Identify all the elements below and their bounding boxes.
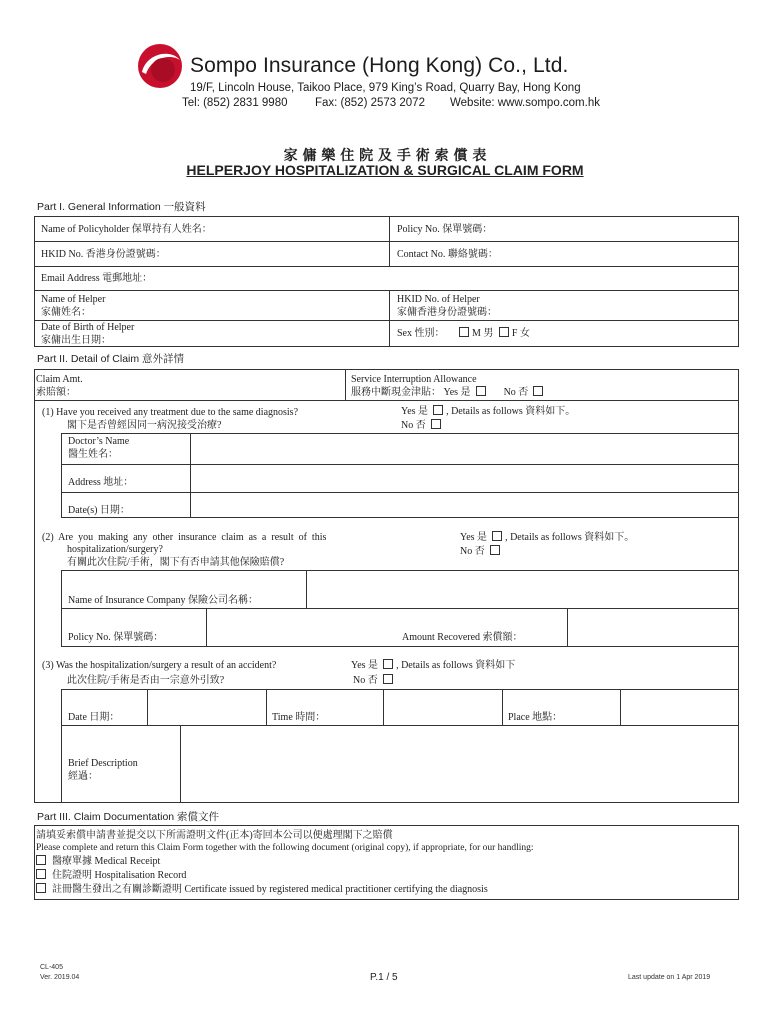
form-code: CL-405 xyxy=(40,964,63,971)
doctor-name-label-zh: 醫生姓名： xyxy=(68,449,118,460)
doc-diagnosis-certificate-label: 註冊醫生發出之有關診斷證明 Certificate issued by registered medical practitioner certifying the diagnosis xyxy=(52,884,488,895)
service-interruption-field xyxy=(351,386,546,399)
helper-name-label-en: Name of Helper xyxy=(41,294,106,305)
form-version: Ver. 2019.04 xyxy=(40,974,80,981)
service-interruption-label-zh: 服務中斷現金津貼： xyxy=(351,387,441,398)
part2-heading: Part II. Detail of Claim 意外詳情 xyxy=(37,353,185,365)
q3-question-en: (3) Was the hospitalization/surgery a result of an accident? xyxy=(42,660,277,671)
policy-no-label: Policy No. 保單號碼： xyxy=(397,224,493,235)
doc-hospitalisation-record-checkbox[interactable] xyxy=(36,869,46,879)
doc-item-hospitalisation-record xyxy=(36,869,186,882)
accident-date-label: Date 日期： xyxy=(68,712,120,723)
q1-details-table xyxy=(61,433,739,518)
sex-field xyxy=(397,327,530,340)
company-fax: Fax: (852) 2573 2072 xyxy=(315,97,425,109)
sex-m-checkbox[interactable] xyxy=(459,327,469,337)
hkid-label: HKID No. 香港身份證號碼： xyxy=(41,249,166,260)
q1-no-label: No 否 xyxy=(401,420,426,431)
form-title-chinese: 家 傭 樂 住 院 及 手 術 索 償 表 xyxy=(283,148,487,164)
service-no-checkbox[interactable] xyxy=(533,386,543,396)
insurance-company-label: Name of Insurance Company 保險公司名稱： xyxy=(68,595,258,606)
q2-no-field xyxy=(460,545,503,558)
q2-yes-field xyxy=(460,531,634,544)
q3-yes-checkbox[interactable] xyxy=(383,659,393,669)
q1-yes-label: Yes 是 xyxy=(401,406,429,417)
service-yes-label: Yes 是 xyxy=(443,387,471,398)
claim-amt-label-zh: 索賠額： xyxy=(36,387,76,398)
brief-description-label-zh: 經過： xyxy=(68,771,98,782)
q2-question-zh: 有關此次住院/手術，閣下有否申請其他保險賠償? xyxy=(67,557,285,568)
company-website: Website: www.sompo.com.hk xyxy=(450,97,600,109)
claim-amt-label-en: Claim Amt. xyxy=(36,374,83,385)
q2-no-checkbox[interactable] xyxy=(490,545,500,555)
last-update: Last update on 1 Apr 2019 xyxy=(628,974,711,981)
doc-item-medical-receipt xyxy=(36,855,160,868)
part3-heading: Part III. Claim Documentation 索償文件 xyxy=(37,811,220,823)
q3-details-label: , Details as follows 資料如下 xyxy=(396,660,516,671)
company-address: 19/F, Lincoln House, Taikoo Place, 979 King’s Road, Quarry Bay, Hong Kong xyxy=(190,82,581,94)
q1-details-label: , Details as follows 資料如下。 xyxy=(446,406,576,417)
q3-no-field xyxy=(353,674,396,687)
page-number: P.1 / 5 xyxy=(370,972,398,983)
q2-yes-checkbox[interactable] xyxy=(492,531,502,541)
q3-yes-field xyxy=(351,659,515,672)
form-title-english: HELPERJOY HOSPITALIZATION & SURGICAL CLAIM FORM xyxy=(186,162,584,178)
q3-no-checkbox[interactable] xyxy=(383,674,393,684)
q2-details-label: , Details as follows 資料如下。 xyxy=(505,532,635,543)
sex-m-label: M 男 xyxy=(472,328,494,339)
q2-policy-no-label: Policy No. 保單號碼： xyxy=(68,632,164,643)
contact-label: Contact No. 聯絡號碼： xyxy=(397,249,498,260)
doc-diagnosis-certificate-checkbox[interactable] xyxy=(36,883,46,893)
q1-question-zh: 閣下是否曾經因同一病況接受治療? xyxy=(67,420,222,431)
sex-label: Sex 性別： xyxy=(397,328,445,339)
company-tel: Tel: (852) 2831 9980 xyxy=(182,97,288,109)
doc-hospitalisation-record-label: 住院證明 Hospitalisation Record xyxy=(52,870,187,881)
helper-hkid-label-en: HKID No. of Helper xyxy=(397,294,480,305)
brief-description-label-en: Brief Description xyxy=(68,758,138,769)
q3-yes-label: Yes 是 xyxy=(351,660,379,671)
q3-no-label: No 否 xyxy=(353,675,378,686)
policyholder-label: Name of Policyholder 保單持有人姓名： xyxy=(41,224,212,235)
q3-question-zh: 此次住院/手術是否由一宗意外引致? xyxy=(67,675,225,686)
part3-intro-zh: 請填妥索償申請書並提交以下所需證明文件(正本)寄回本公司以便處理閣下之賠償 xyxy=(36,830,393,841)
helper-dob-label-zh: 家傭出生日期： xyxy=(41,335,111,346)
q1-yes-checkbox[interactable] xyxy=(433,405,443,415)
q1-yes-field xyxy=(401,405,575,418)
q1-no-checkbox[interactable] xyxy=(431,419,441,429)
doc-item-diagnosis-certificate xyxy=(36,883,488,896)
helper-hkid-label-zh: 家傭香港身份證號碼： xyxy=(397,307,497,318)
q2-yes-label: Yes 是 xyxy=(460,532,488,543)
treatment-dates-label: Date(s) 日期： xyxy=(68,505,130,516)
company-logo xyxy=(136,42,184,90)
helper-dob-label-en: Date of Birth of Helper xyxy=(41,322,135,333)
helper-name-label-zh: 家傭姓名： xyxy=(41,307,91,318)
part1-heading: Part I. General Information 一般資料 xyxy=(37,201,206,213)
service-no-label: No 否 xyxy=(503,387,529,398)
q1-no-field xyxy=(401,419,444,432)
part3-intro-en: Please complete and return this Claim Form together with the following document (original copy), if appropriate, for our handling: xyxy=(36,843,534,853)
q1-question-en: (1) Have you received any treatment due to the same diagnosis? xyxy=(42,407,299,418)
doctor-name-label-en: Doctor’s Name xyxy=(68,436,130,447)
accident-time-label: Time 時間： xyxy=(272,712,326,723)
service-yes-checkbox[interactable] xyxy=(476,386,486,396)
doc-medical-receipt-checkbox[interactable] xyxy=(36,855,46,865)
email-label: Email Address 電郵地址： xyxy=(41,273,153,284)
sex-f-checkbox[interactable] xyxy=(499,327,509,337)
amount-recovered-label: Amount Recovered 索償額： xyxy=(402,632,523,643)
company-name: Sompo Insurance (Hong Kong) Co., Ltd. xyxy=(190,54,569,77)
doc-medical-receipt-label: 醫療單據 Medical Receipt xyxy=(52,856,161,867)
q2-no-label: No 否 xyxy=(460,546,485,557)
accident-place-label: Place 地點： xyxy=(508,712,563,723)
q2-question-en-1: (2) Are you making any other insurance claim as a result of this xyxy=(42,532,327,543)
service-interruption-label-en: Service Interruption Allowance xyxy=(351,374,477,385)
sex-f-label: F 女 xyxy=(511,328,530,339)
q2-question-en-2: hospitalization/surgery? xyxy=(67,544,163,555)
doctor-address-label: Address 地址： xyxy=(68,477,134,488)
q3-details-table xyxy=(61,689,739,803)
